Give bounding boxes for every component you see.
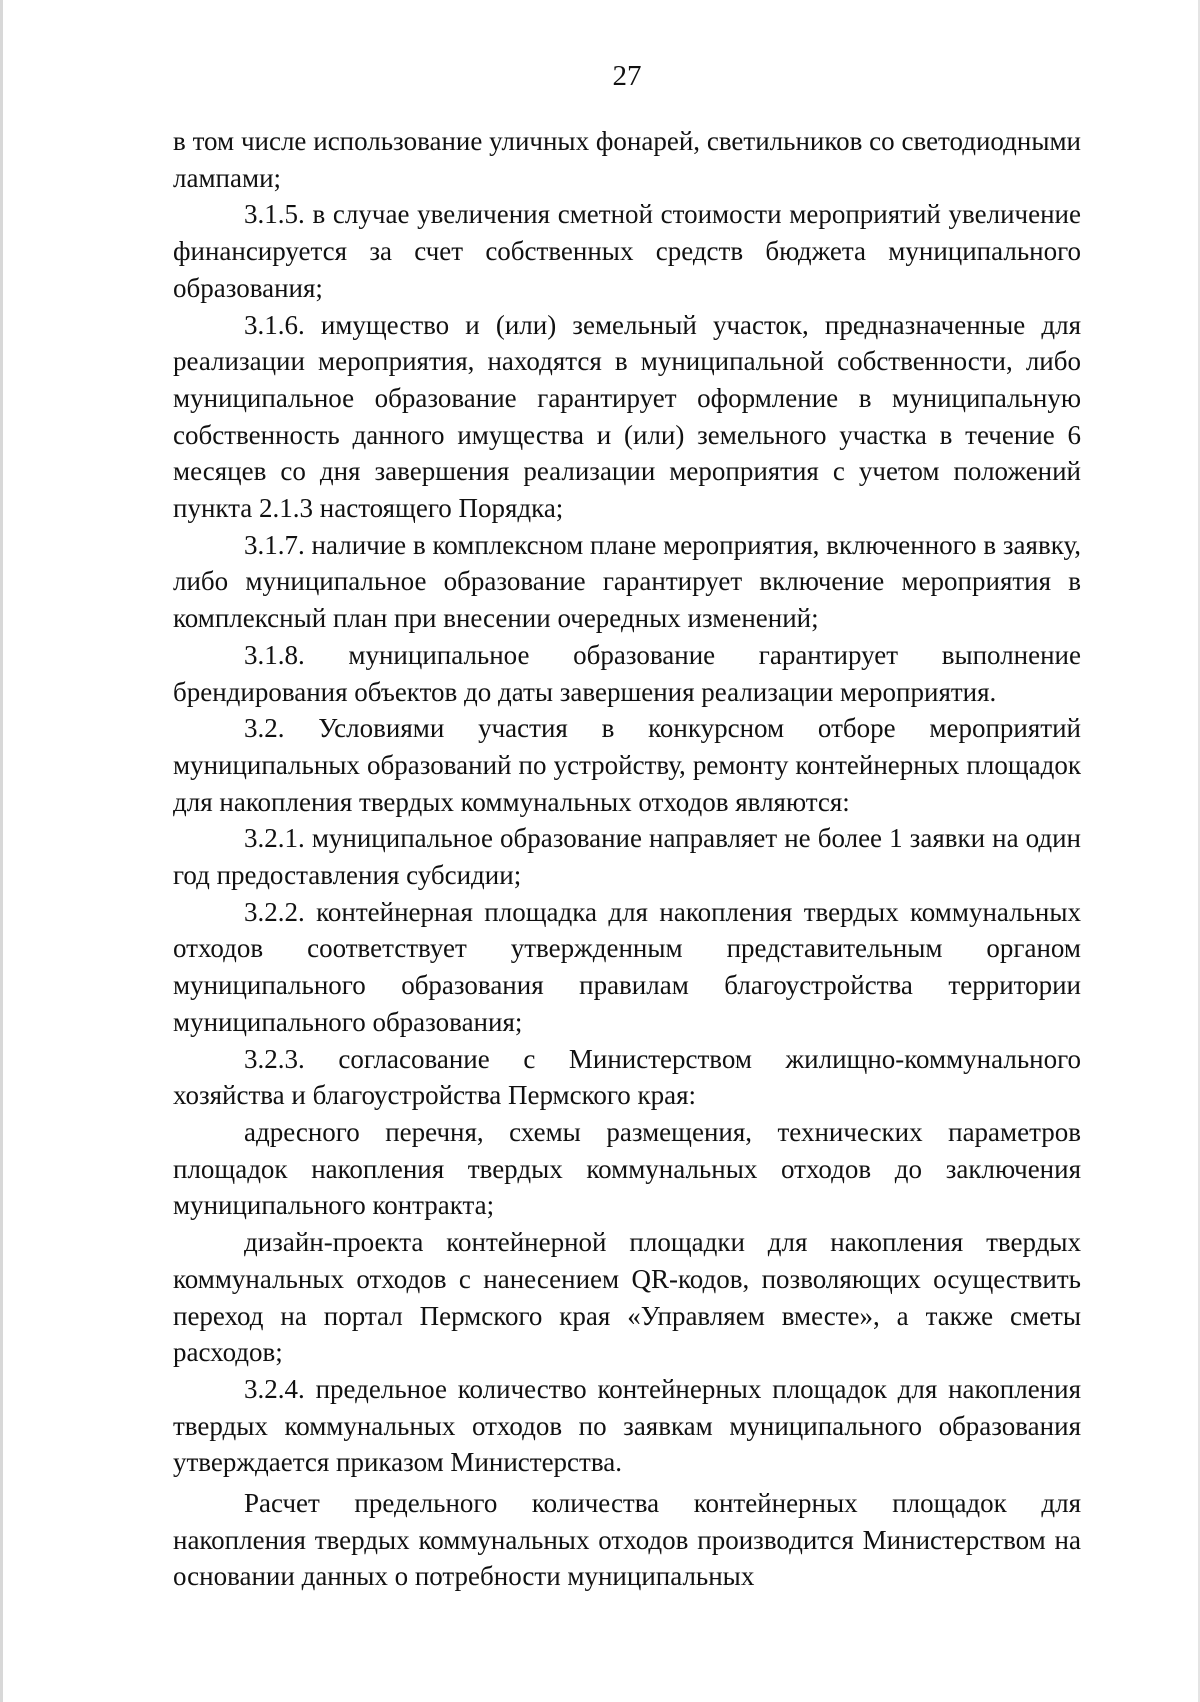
paragraph-3-2: 3.2. Условиями участия в конкурсном отборе мероприятий муниципальных образований по устройству, ремонту контейнерных площадок для накопления твердых коммунальных отходов являются: [173,713,1081,817]
paragraph-3-1-6: 3.1.6. имущество и (или) земельный участок, предназначенные для реализации мероприятия, находятся в муниципальной собственности, либо муниципальное образование гарантирует оформление в муниципальную собственность данного имущества и (или) земельного участка в течение 6 месяцев со дня завершения реализации мероприятия с учетом положений пункта 2.1.3 настоящего Порядка; [173,309,1081,524]
paragraph-3-2-3: 3.2.3. согласование с Министерством жилищно-коммунального хозяйства и благоустройства Пермского края: [173,1043,1081,1111]
paragraph-3-2-2: 3.2.2. контейнерная площадка для накопления твердых коммунальных отходов соответствует утвержденным представительным органом муниципального образования правилам благоустройства территории муниципального образования; [173,896,1081,1037]
paragraph-calculation: Расчет предельного количества контейнерных площадок для накопления твердых коммунальных отходов производится Министерством на основании данных о потребности муниципальных [173,1488,1081,1592]
paragraph-3-1-7: 3.1.7. наличие в комплексном плане мероприятия, включенного в заявку, либо муниципальное образование гарантирует включение мероприятия в комплексный план при внесении очередных изменений; [173,529,1081,634]
paragraph-design-project: дизайн-проекта контейнерной площадки для накопления твердых коммунальных отходов с нанесением QR-кодов, позволяющих осуществить переход на портал Пермского края «Управляем вместе», а также сметы расходов; [173,1227,1081,1368]
paragraph-3-2-1: 3.2.1. муниципальное образование направляет не более 1 заявки на один год предоставления субсидии; [173,823,1081,891]
paragraph-continuation: в том числе использование уличных фонарей, светильников со светодиодными лампами; [173,126,1081,193]
document-body [173,123,1081,1595]
paragraph-3-1-8: 3.1.8. муниципальное образование гарантирует выполнение брендирования объектов до даты завершения реализации мероприятия. [173,639,1081,707]
paragraph-address-list: адресного перечня, схемы размещения, технических параметров площадок накопления твердых коммунальных отходов до заключения муниципального контракта; [173,1116,1081,1221]
paragraph-3-2-4: 3.2.4. предельное количество контейнерных площадок для накопления твердых коммунальных отходов по заявкам муниципального образования утверждается приказом Министерства. [173,1373,1081,1478]
scan-edge-left [0,0,3,1702]
page-number: 27 [612,60,642,92]
paragraph-3-1-5: 3.1.5. в случае увеличения сметной стоимости мероприятий увеличение финансируется за счет собственных средств бюджета муниципального образования; [173,199,1081,303]
